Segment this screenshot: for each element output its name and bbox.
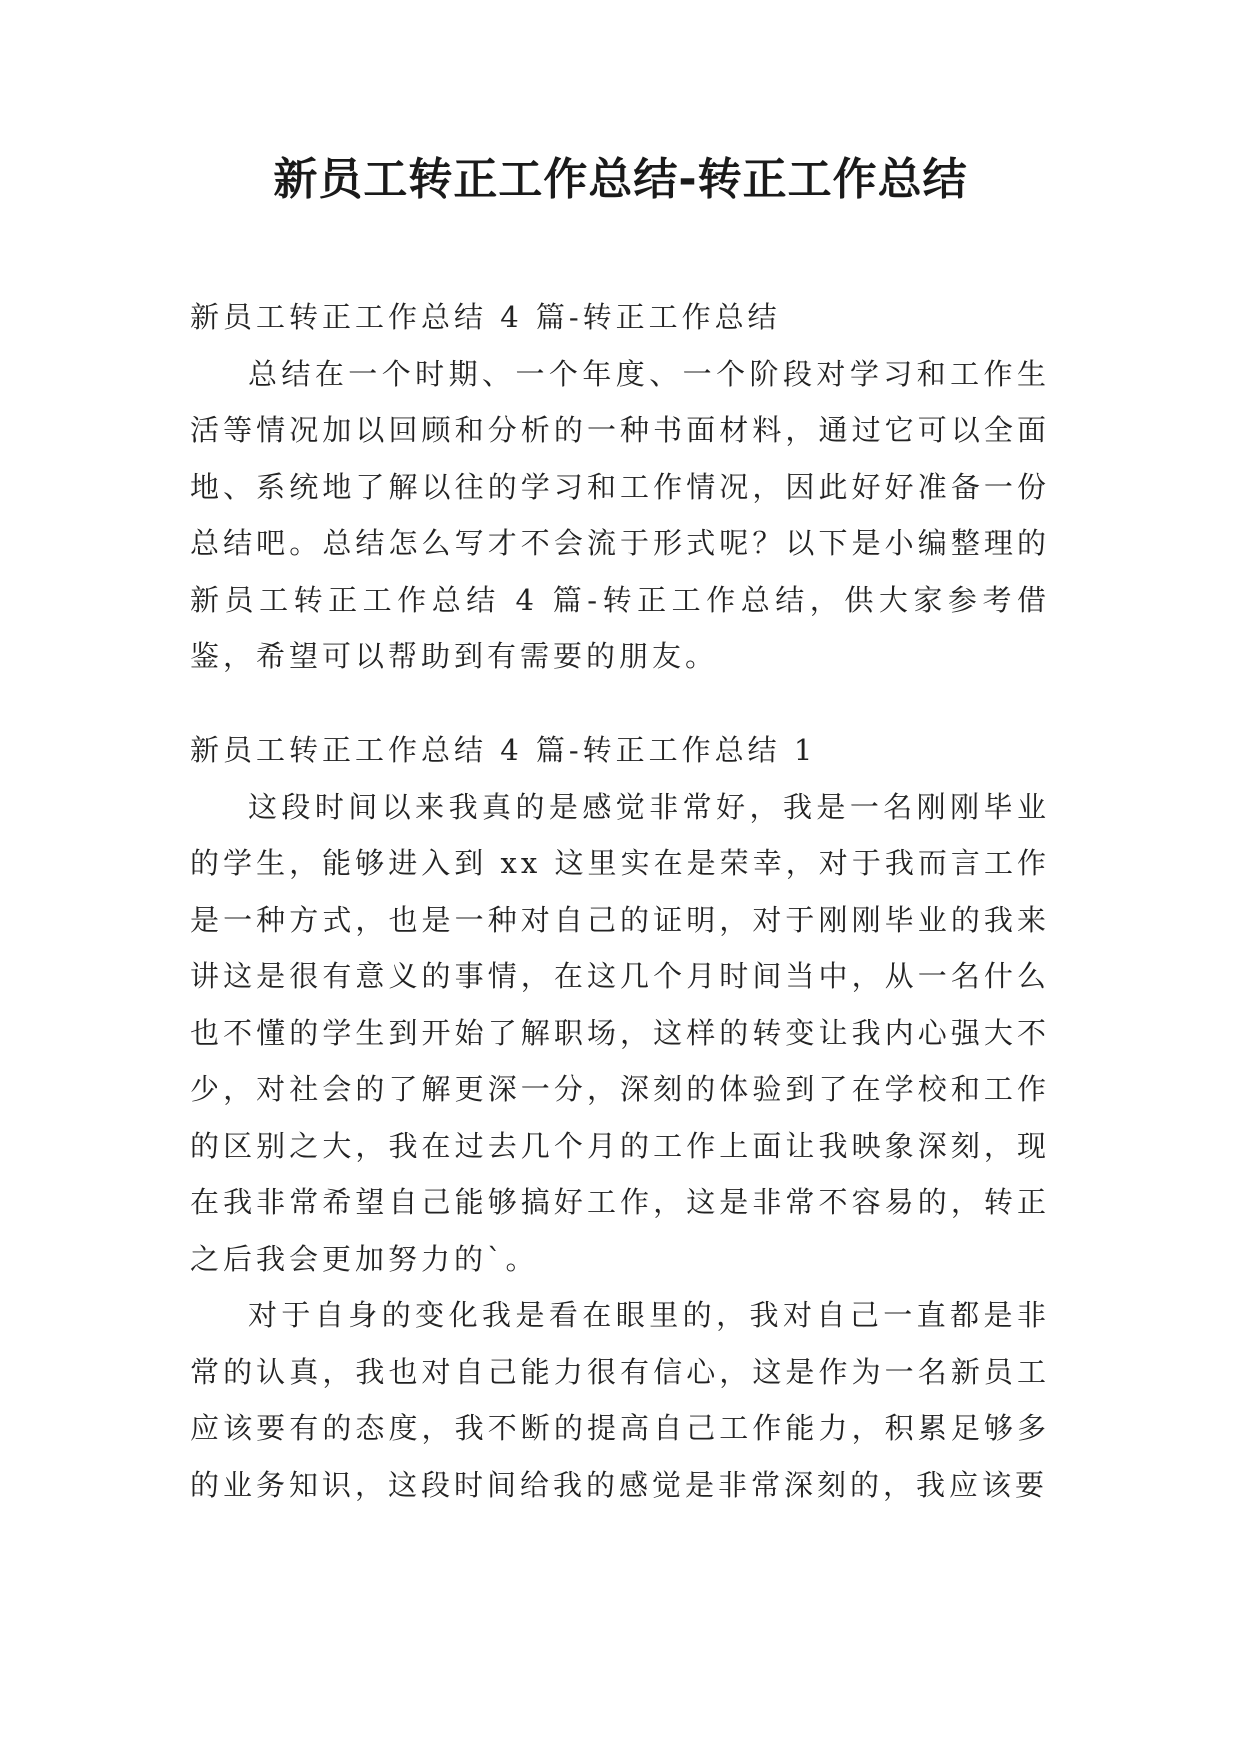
part1-paragraph-2: 对于自身的变化我是看在眼里的，我对自己一直都是非常的认真，我也对自己能力很有信心，这是作为一名新员工应该要有的态度，我不断的提高自己工作能力，积累足够多的业务知识，这段时间给我的感觉是非常深刻的，我应该要	[190, 1298, 1050, 1502]
intro-section	[190, 289, 1050, 685]
part1-section	[190, 722, 1050, 1513]
part1-heading: 新员工转正工作总结 4 篇-转正工作总结 1	[190, 733, 817, 767]
intro-paragraph: 总结在一个时期、一个年度、一个阶段对学习和工作生活等情况加以回顾和分析的一种书面材料，通过它可以全面地、系统地了解以往的学习和工作情况，因此好好准备一份总结吧。总结怎么写才不会流于形式呢？以下是小编整理的新员工转正工作总结 4 篇-转正工作总结，供大家参考借鉴，希望可以帮助到有需要的朋友。	[190, 356, 1050, 673]
intro-heading: 新员工转正工作总结 4 篇-转正工作总结	[190, 300, 781, 334]
document-title: 新员工转正工作总结-转正工作总结	[273, 154, 968, 205]
part1-paragraph-1: 这段时间以来我真的是感觉非常好，我是一名刚刚毕业的学生，能够进入到 xx 这里实在是荣幸，对于我而言工作是一种方式，也是一种对自己的证明，对于刚刚毕业的我来讲这是很有意义的事情，在这几个月时间当中，从一名什么也不懂的学生到开始了解职场，这样的转变让我内心强大不少，对社会的了解更深一分，深刻的体验到了在学校和工作的区别之大，我在过去几个月的工作上面让我映象深刻，现在我非常希望自己能够搞好工作，这是非常不容易的，转正之后我会更加努力的`。	[190, 789, 1050, 1276]
